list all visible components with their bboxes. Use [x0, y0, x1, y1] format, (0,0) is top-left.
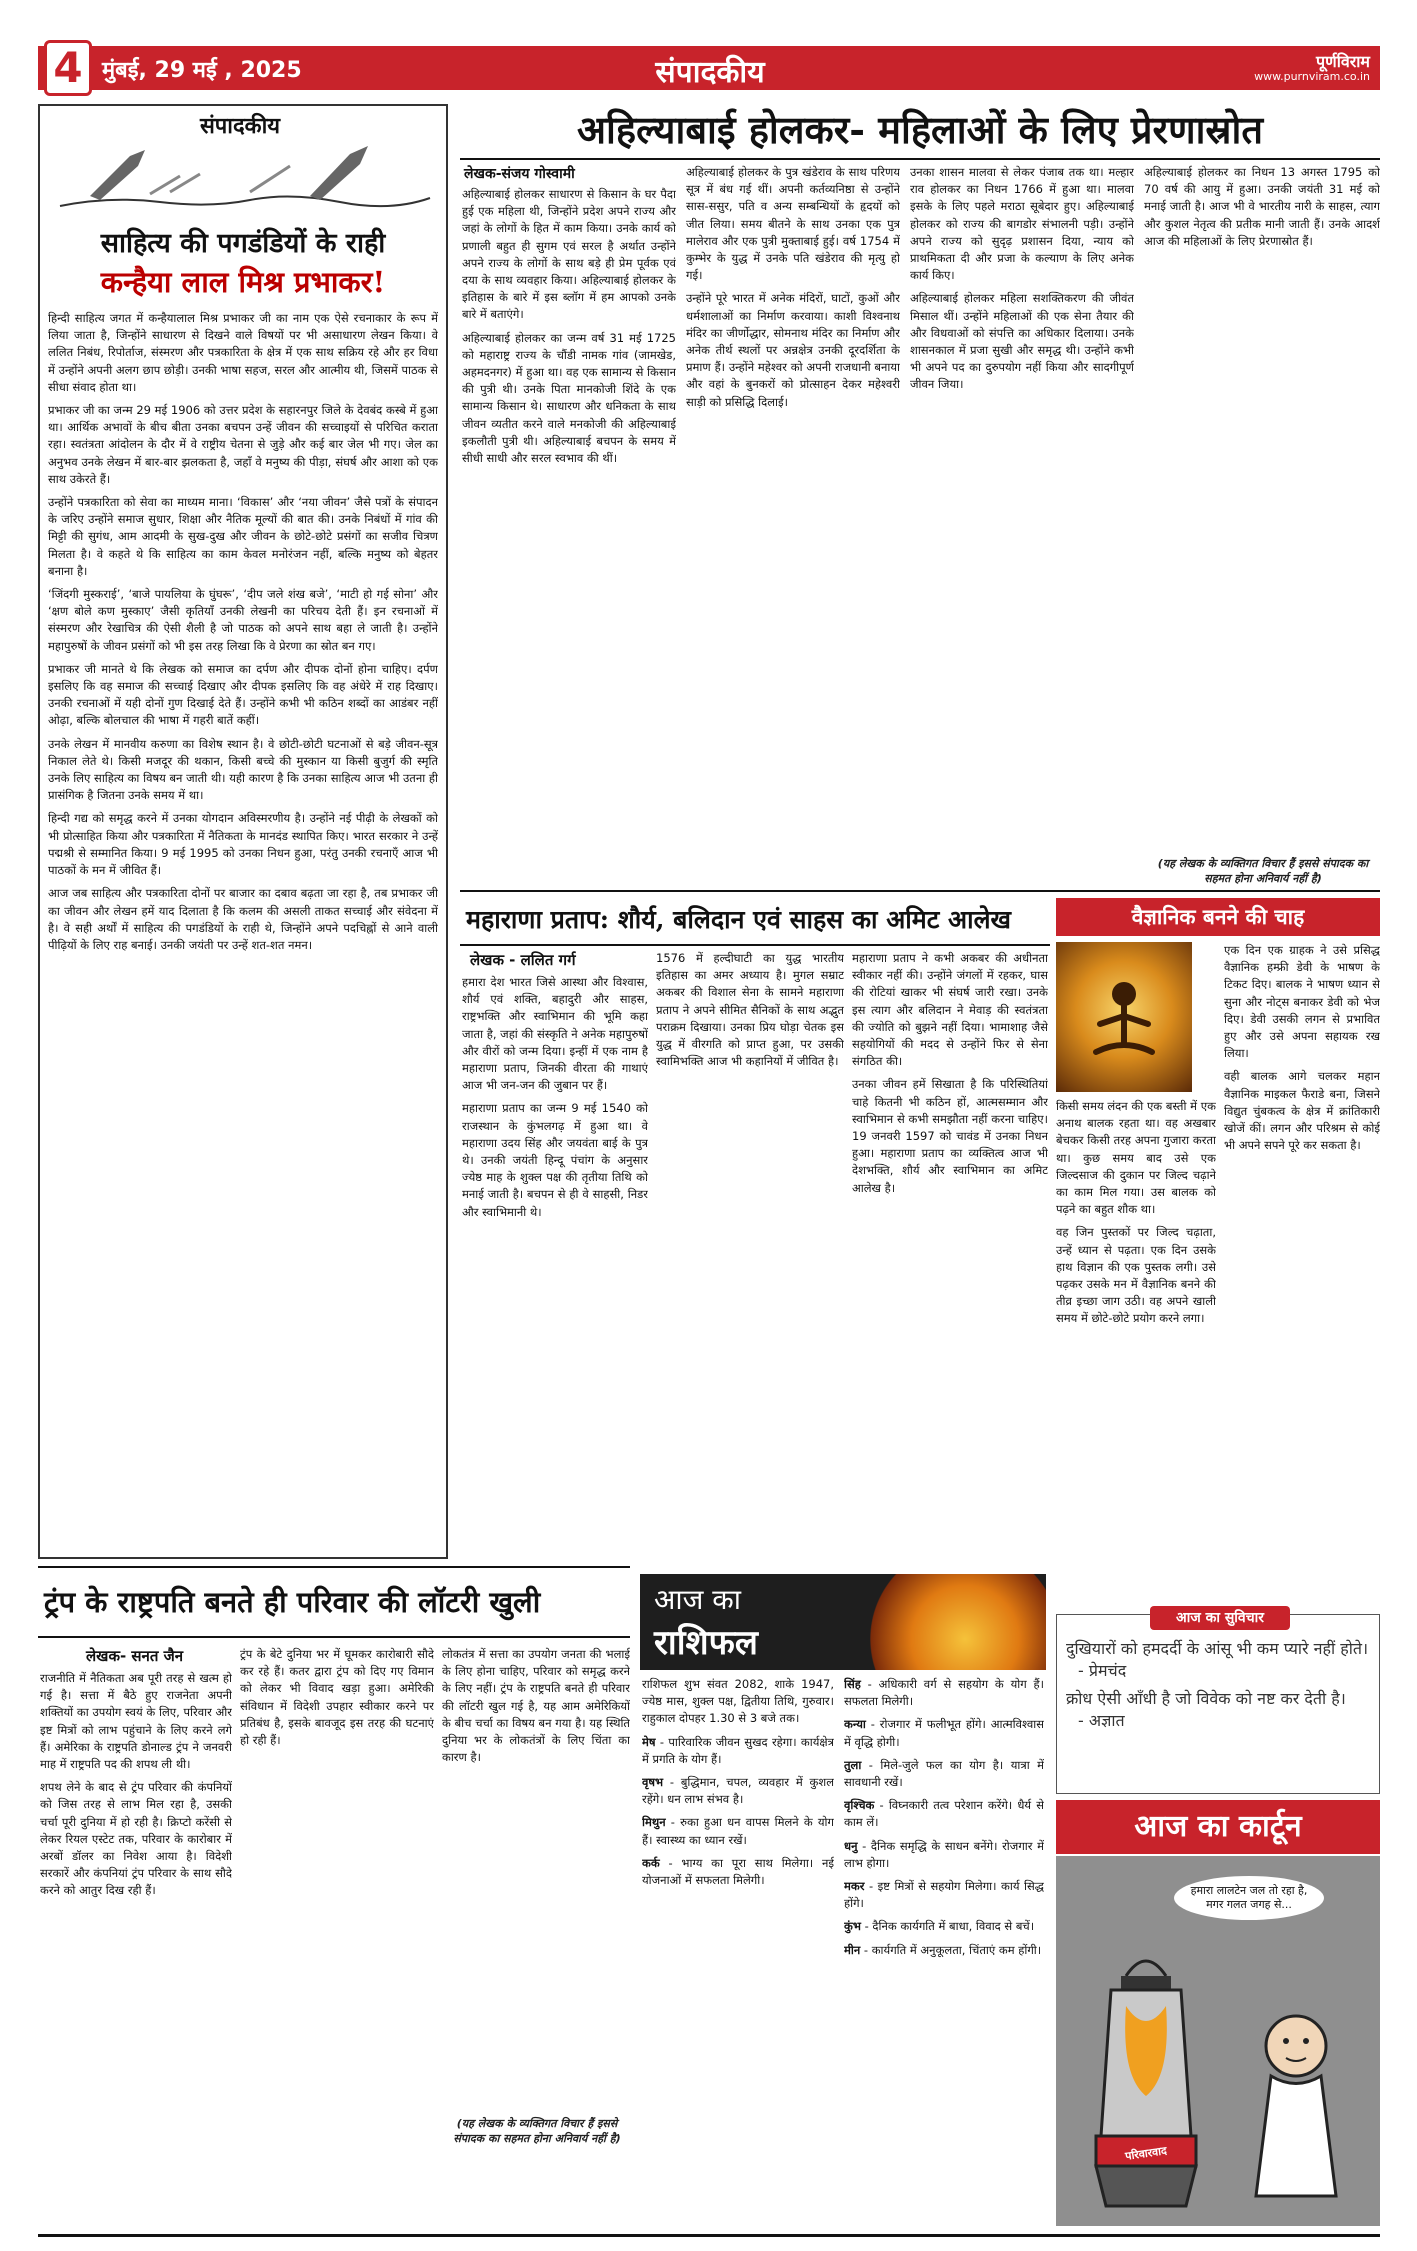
- cartoon-panel: [1056, 1856, 1380, 2226]
- rashifal-item: मिथुन - रुका हुआ धन वापस मिलने के योग हैं। स्वास्थ्य का ध्यान रखें।: [642, 1815, 834, 1847]
- meditation-image: [1056, 942, 1192, 1092]
- science-col-1: [1056, 1098, 1216, 1588]
- ahilya-col-3: [910, 164, 1134, 886]
- trump-col-2: [240, 1646, 434, 2220]
- rashifal-col-1: [642, 1676, 834, 2226]
- science-header: वैज्ञानिक बनने की चाह: [1056, 898, 1380, 936]
- paragraph: अहिल्याबाई होलकर के पुत्र खंडेराव के साथ परिणय सूत्र में बंध गई थीं। अपनी कर्तव्यनिष्ठा से उन्होंने सास-ससुर, पति व अन्य सम्बन्धियों के हृदयों को जीत लिया। समय बीतने के साथ उनका एक पुत्र मालेराव और एक पुत्री मुक्ताबाई हुई। वर्ष 1754 में कुम्भेर के युद्ध में उनके पति खंडेराव की मृत्यु हो गई।: [686, 165, 900, 283]
- author-1: - प्रेमचंद: [1078, 1661, 1127, 1680]
- rashifal-item: वृषभ - बुद्धिमान, चपल, व्यवहार में कुशल रहेंगे। धन लाभ संभव है।: [642, 1775, 834, 1807]
- rashifal-item: मीन - कार्यगति में अनुकूलता, चिंताएं कम होंगी।: [844, 1942, 1042, 1957]
- speech-bubble: हमारा लालटेन जल तो रहा है, मगर गलत जगह से...: [1174, 1876, 1324, 1920]
- page-number: 4: [44, 40, 92, 96]
- pratap-col-1: [462, 974, 648, 1594]
- paragraph: 1576 में हल्दीघाटी का युद्ध भारतीय इतिहास का अमर अध्याय है। मुगल सम्राट अकबर की विशाल सेना के सामने महाराणा प्रताप ने अपने सीमित सैनिकों के साथ अद्भुत पराक्रम दिखाया। उनका प्रिय घोड़ा चेतक इस युद्ध में वीरगति को प्राप्त हुआ, पर उसकी स्वामिभक्ति आज भी कहानियों में जीवित है।: [656, 951, 844, 1069]
- paragraph: प्रभाकर जी मानते थे कि लेखक को समाज का दर्पण और दीपक दोनों होना चाहिए। दर्पण इसलिए कि वह समाज की सच्चाई दिखाए और दीपक इसलिए कि वह अंधेरे में राह दिखाए। उनकी रचनाओं में यही दोनों गुण दिखाई देते हैं। उन्होंने कभी भी कठिन शब्दों का आडंबर नहीं ओढ़ा, बल्कि बोलचाल की भाषा में गहरी बातें कहीं।: [48, 661, 438, 728]
- ahilya-note: (यह लेखक के व्यक्तिगत विचार हैं इससे संपादक का सहमत होना अनिवार्य नहीं है): [1157, 857, 1369, 885]
- paragraph: उनका शासन मालवा से लेकर पंजाब तक था। मल्हार राव होलकर का निधन 1766 में हुआ था। मालवा इसके के लिए पहले मराठा सूबेदार हुए। अहिल्याबाई होलकर को राज्य की बागडोर संभालनी पड़ी। उन्होंने अपने राज्य को सुदृढ़ प्रशासन दिया, न्याय को प्राथमिकता दी और प्रजा के कल्याण के लिए अनेक कार्य किए।: [910, 165, 1134, 283]
- paragraph: ट्रंप के बेटे दुनिया भर में घूमकर कारोबारी सौदे कर रहे हैं। कतर द्वारा ट्रंप को दिए गए विमान को लेकर भी विवाद खड़ा हुआ। अमेरिकी संविधान में विदेशी उपहार स्वीकार करने पर प्रतिबंध है, इसके बावजूद इस तरह की घटनाएं हो रही हैं।: [240, 1647, 434, 1748]
- date-line: मुंबई, 29 मई , 2025: [102, 58, 302, 83]
- rashifal-item: मकर - इष्ट मित्रों से सहयोग मिलेगा। कार्य सिद्ध होंगे।: [844, 1879, 1044, 1911]
- ahilya-col-4: [1144, 164, 1380, 854]
- paragraph: उनका जीवन हमें सिखाता है कि परिस्थितियां चाहे कितनी भी कठिन हों, आत्मसम्मान और स्वाभिमान से कभी समझौता नहीं करना चाहिए। 19 जनवरी 1597 को चावंड में उनका निधन हुआ। महाराणा प्रताप का व्यक्तित्व आज भी देशभक्ति, शौर्य और स्वाभिमान का अमिट आलेख है।: [852, 1077, 1048, 1195]
- paragraph: उन्होंने पूरे भारत में अनेक मंदिरों, घाटों, कुओं और धर्मशालाओं का निर्माण करवाया। काशी विश्वनाथ मंदिर का जीर्णोद्धार, सोमनाथ मंदिर का निर्माण और अनेक तीर्थ स्थलों पर अन्नक्षेत्र उनकी दूरदर्शिता के प्रमाण हैं। उन्होंने महेश्वर को अपनी राजधानी बनाया और वहां के बुनकरों को प्रोत्साहन देकर महेश्वरी साड़ी को प्रसिद्धि दिलाई।: [686, 291, 900, 409]
- lantern-label: परिवारवाद: [1124, 2144, 1168, 2163]
- paragraph: हिन्दी गद्य को समृद्ध करने में उनका योगदान अविस्मरणीय है। उन्होंने नई पीढ़ी के लेखकों को भी प्रोत्साहित किया और पत्रकारिता में नैतिकता के मानदंड स्थापित किए। भारत सरकार ने उन्हें पद्मश्री से सम्मानित किया। 9 मई 1995 को उनका निधन हुआ, परंतु उनकी रचनाएँ आज भी पाठकों के मन में जीवित हैं।: [48, 811, 438, 878]
- trump-headline: ट्रंप के राष्ट्रपति बनते ही परिवार की लॉटरी खुली: [44, 1585, 541, 1619]
- cartoon-header: आज का कार्टून: [1056, 1800, 1380, 1854]
- paragraph: उनके लेखन में मानवीय करुणा का विशेष स्थान है। वे छोटी-छोटी घटनाओं से बड़े जीवन-सूत्र निकाल लेते थे। किसी मजदूर की थकान, किसी बच्चे की मुस्कान या किसी बुजुर्ग की स्मृति उनके लिए साहित्य का विषय बन जाती थी। यही कारण है कि उनका साहित्य आज भी उतना ही प्रासंगिक है जितना उनके समय में था।: [48, 736, 438, 803]
- divider: [460, 890, 1380, 892]
- author-2: - अज्ञात: [1078, 1711, 1125, 1730]
- divider: [38, 1566, 630, 1568]
- paragraph: महाराणा प्रताप का जन्म 9 मई 1540 को राजस्थान के कुंभलगढ़ में हुआ था। वे महाराणा उदय सिंह और जयवंता बाई के पुत्र थे। उनकी जयंती हिन्दू पंचांग के अनुसार ज्येष्ठ माह के शुक्ल पक्ष की तृतीया तिथि को मनाई जाती है। बचपन से ही वे साहसी, निडर और स्वाभिमानी थे।: [462, 1101, 648, 1219]
- paragraph: लोकतंत्र में सत्ता का उपयोग जनता की भलाई के लिए होना चाहिए, परिवार को समृद्ध करने के लिए नहीं। ट्रंप के राष्ट्रपति बनते ही परिवार की लॉटरी खुल गई है, यह आम अमेरिकियों के बीच चर्चा का विषय बन गया है। यह स्थिति दुनिया भर के लोकतंत्रों के लिए चिंता का कारण है।: [442, 1647, 630, 1765]
- page-bottom-rule: [38, 2234, 1380, 2237]
- pratap-byline: लेखक - ललित गर्ग: [470, 951, 576, 969]
- paper-name: पूर्णविराम: [1316, 52, 1370, 71]
- trump-byline: लेखक- सनत जैन: [86, 1647, 184, 1665]
- ahilya-col-1: [462, 186, 676, 886]
- divider: [460, 944, 1050, 946]
- paragraph: ‘जिंदगी मुस्कराई’, ‘बाजे पायलिया के घुंघरू’, ‘दीप जले शंख बजे’, ‘माटी हो गई सोना’ और ‘क्षण बोले कण मुस्काए’ जैसी कृतियाँ उनकी लेखनी का परिचय देती हैं। इन रचनाओं में संस्मरण और रेखाचित्र की ऐसी शैली है जो पाठक को अपने साथ बहा ले जाती है। उन्होंने महापुरुषों के जीवन प्रसंगों को भी इस तरह लिखा कि वे प्रेरणा का स्रोत बन गए।: [48, 587, 438, 653]
- paragraph: अहिल्याबाई होलकर महिला सशक्तिकरण की जीवंत मिसाल थीं। उन्होंने महिलाओं की एक सेना तैयार की और विधवाओं को संपत्ति का अधिकार दिलाया। उनके शासनकाल में प्रजा सुखी और समृद्ध थी। उन्होंने कभी भी अपने पद का दुरुपयोग नहीं किया और सादगीपूर्ण जीवन जिया।: [910, 291, 1134, 392]
- pratap-col-3: [852, 950, 1048, 1594]
- rashifal-item: कुंभ - दैनिक कार्यगति में बाधा, विवाद से बचें।: [844, 1919, 1035, 1934]
- rashifal-intro: राशिफल शुभ संवत 2082, शाके 1947, ज्येष्ठ मास, शुक्ल पक्ष, द्वितीया तिथि, गुरुवार। राहुकाल दोपहर 1.30 से 3 बजे तक।: [642, 1677, 834, 1726]
- paragraph: राजनीति में नैतिकता अब पूरी तरह से खत्म हो गई है। सत्ता में बैठे हुए राजनेता अपनी शक्तियों का उपयोग स्वयं के लिए, परिवार और इष्ट मित्रों को लाभ पहुंचाने के लिए करने लगे हैं। अमेरिका के राष्ट्रपति डोनाल्ड ट्रंप ने जनवरी माह में राष्ट्रपति पद की शपथ ली थी।: [40, 1671, 232, 1772]
- rashifal-item: वृश्चिक - विघ्नकारी तत्व परेशान करेंगे। धैर्य से काम लें।: [844, 1798, 1044, 1830]
- rashifal-item: तुला - मिले-जुले फल का योग है। यात्रा में सावधानी रखें।: [844, 1757, 1044, 1790]
- rashifal-item: कर्क - भाग्य का पूरा साथ मिलेगा। नई योजनाओं में सफलता मिलेगी।: [642, 1855, 834, 1888]
- editorial-headline: साहित्य की पगडंडियों के राही कन्हैया लाल मिश्र प्रभाकर!: [100, 228, 386, 299]
- rashifal-item: सिंह - अधिकारी वर्ग से सहयोग के योग हैं। सफलता मिलेगी।: [844, 1677, 1044, 1709]
- rashifal-item: धनु - दैनिक समृद्धि के साधन बनेंगे। रोजगार में लाभ होगा।: [844, 1838, 1044, 1870]
- trump-note: (यह लेखक के व्यक्तिगत विचार हैं इससे संपादक का सहमत होना अनिवार्य नहीं है): [453, 2117, 621, 2145]
- quote-2: क्रोध ऐसी आँधी है जो विवेक को नष्ट कर देती है।: [1066, 1689, 1346, 1708]
- section-title: संपादकीय: [655, 55, 765, 90]
- ahilya-headline: अहिल्याबाई होलकर- महिलाओं के लिए प्रेरणास्रोत: [577, 107, 1263, 152]
- science-col-2: [1224, 942, 1380, 1592]
- paragraph: अहिल्याबाई होलकर का निधन 13 अगस्त 1795 को 70 वर्ष की आयु में हुआ। उनकी जयंती 31 मई को मनाई जाती है। आज भी वे भारतीय नारी के साहस, त्याग और कुशल नेतृत्व की प्रतीक मानी जाती हैं। उनके आदर्श आज की महिलाओं के लिए प्रेरणास्रोत हैं।: [1144, 165, 1380, 248]
- paragraph: महाराणा प्रताप ने कभी अकबर की अधीनता स्वीकार नहीं की। उन्होंने जंगलों में रहकर, घास की रोटियां खाकर भी संघर्ष जारी रखा। उनके इस त्याग और बलिदान ने मेवाड़ की स्वतंत्रता की ज्योति को बुझने नहीं दिया। भामाशाह जैसे सहयोगियों की मदद से उन्होंने फिर से सेना संगठित की।: [852, 951, 1048, 1069]
- thought-content: [1066, 1638, 1372, 1732]
- divider: [460, 158, 1380, 160]
- paragraph: आज जब साहित्य और पत्रकारिता दोनों पर बाजार का दबाव बढ़ता जा रहा है, तब प्रभाकर जी का जीवन और लेखन हमें याद दिलाता है कि कलम की असली ताकत सच्चाई और संवेदना में है। वे सही अर्थों में साहित्य की पगडंडियों के राही थे, जिन्होंने अपने पदचिह्नों से आने वाली पीढ़ियों के लिए राह बनाई। उनकी जयंती पर उन्हें शत-शत नमन।: [48, 886, 438, 952]
- paragraph: किसी समय लंदन की एक बस्ती में एक अनाथ बालक रहता था। वह अखबार बेचकर किसी तरह अपना गुजारा करता था। कुछ समय बाद उसे एक जिल्दसाज की दुकान पर जिल्द चढ़ाने का काम मिल गया। उस बालक को पढ़ने का बहुत शौक था।: [1056, 1099, 1216, 1217]
- editorial-badge: संपादकीय: [199, 113, 281, 139]
- paragraph: वह जिन पुस्तकों पर जिल्द चढ़ाता, उन्हें ध्यान से पढ़ता। एक दिन उसके हाथ विज्ञान की एक पुस्तक लगी। उसे पढ़कर उसके मन में वैज्ञानिक बनने की तीव्र इच्छा जाग उठी। वह अपने खाली समय में छोटे-छोटे प्रयोग करने लगा।: [1056, 1225, 1216, 1326]
- ahilya-byline: लेखक-संजय गोस्वामी: [464, 166, 575, 182]
- paragraph: एक दिन एक ग्राहक ने उसे प्रसिद्ध वैज्ञानिक हम्फ्री डेवी के भाषण के टिकट दिए। बालक ने भाषण ध्यान से सुना और नोट्स बनाकर डेवी को भेज दिए। डेवी उसकी लगन से प्रभावित हुए और उसे अपना सहायक रख लिया।: [1224, 943, 1380, 1061]
- rashifal-col-2: [844, 1676, 1044, 2226]
- paragraph: उन्होंने पत्रकारिता को सेवा का माध्यम माना। ‘विकास’ और ‘नया जीवन’ जैसे पत्रों के संपादन के जरिए उन्होंने समाज सुधार, शिक्षा और नैतिक मूल्यों की बात की। उनके निबंधों में गांव की मिट्टी की सुगंध, आम आदमी के सुख-दुख और जीवन के छोटे-छोटे प्रसंगों का सजीव चित्रण मिलता है। वे कहते थे कि साहित्य का काम केवल मनोरंजन नहीं, बल्कि मनुष्य को बेहतर बनाना है।: [48, 495, 438, 578]
- zodiac-wheel: [870, 1574, 1046, 1670]
- paragraph: वही बालक आगे चलकर महान वैज्ञानिक माइकल फैराडे बना, जिसने विद्युत चुंबकत्व के क्षेत्र में क्रांतिकारी खोजें कीं। लगन और परिश्रम से कोई भी अपने सपने पूरे कर सकता है।: [1224, 1069, 1380, 1153]
- trump-col-1: [40, 1670, 232, 2220]
- ahilya-col-2: [686, 164, 900, 886]
- pratap-col-2: [656, 950, 844, 1594]
- website[interactable]: www.purnviram.co.in: [1254, 70, 1370, 83]
- paragraph: हिन्दी साहित्य जगत में कन्हैयालाल मिश्र प्रभाकर जी का नाम एक ऐसे रचनाकार के रूप में लिया जाता है, जिन्होंने साधारण से दिखने वाले विषयों पर भी असाधारण लेखन किया। वे ललित निबंध, रिपोर्ताज, संस्मरण और पत्रकारिता के क्षेत्र में एक साथ सक्रिय रहे और हर विधा में उन्होंने अपनी अलग छाप छोड़ी। उनकी भाषा सहज, सरल और आत्मीय थी, जिसमें पाठक से सीधा संवाद होता था।: [48, 311, 438, 394]
- paragraph: अहिल्याबाई होलकर साधारण से किसान के घर पैदा हुई एक महिला थी, जिन्होंने प्रदेश अपने राज्य और जहां के लोगों के हित में काम किया। उनके कार्य को प्रणाली बहुत ही सुगम एवं सरल है अर्थात उन्होंने अपने राज्य के लोगों के साथ बड़े ही प्रेम पूर्वक एवं दया के साथ व्यवहार किया। अहिल्याबाई होलकर के इतिहास के बारे में इस ब्लॉग में हम आपको उनके बारे में बताएंगे।: [462, 187, 676, 322]
- editorial-body: [48, 310, 438, 1550]
- paragraph: हमारा देश भारत जिसे आस्था और विश्वास, शौर्य एवं शक्ति, बहादुरी और साहस, राष्ट्रभक्ति और स्वाभिमान की भूमि कहा जाता है, जहां की संस्कृति ने अनेक महापुरुषों और वीरों को जन्म दिया। इन्हीं में एक नाम है महाराणा प्रताप, जिनकी वीरता की गाथाएं आज भी जन-जन की जुबान पर हैं।: [462, 975, 648, 1093]
- quote-1: दुखियारों को हमदर्दी के आंसू भी कम प्यारे नहीं होते।: [1066, 1639, 1369, 1658]
- lantern-drawing: [1066, 1916, 1366, 2216]
- rashifal-banner: आज का राशिफल: [640, 1574, 1046, 1670]
- thought-heading: आज का सुविचार: [1150, 1606, 1290, 1630]
- paragraph: प्रभाकर जी का जन्म 29 मई 1906 को उत्तर प्रदेश के सहारनपुर जिले के देवबंद कस्बे में हुआ था। आर्थिक अभावों के बीच बीता उनका बचपन उन्हें जीवन की सच्चाइयों से परिचित कराता रहा। स्वतंत्रता आंदोलन के दौर में वे राष्ट्रीय चेतना से जुड़े और कई बार जेल भी गए। जेल का अनुभव उनके लेखन में बार-बार झलकता है, जहाँ वे मनुष्य की पीड़ा, संघर्ष और आशा को एक साथ उकेरते हैं।: [48, 403, 438, 486]
- paragraph: शपथ लेने के बाद से ट्रंप परिवार की कंपनियों को जिस तरह से लाभ मिल रहा है, उसकी चर्चा पूरी दुनिया में हो रही है। क्रिप्टो करेंसी से लेकर रियल एस्टेट तक, परिवार के कारोबार में अरबों डॉलर का निवेश आया है। विदेशी सरकारें और कंपनियां ट्रंप परिवार के साथ सौदे करने को आतुर दिख रही हैं।: [40, 1780, 232, 1898]
- rashifal-item: मेष - पारिवारिक जीवन सुखद रहेगा। कार्यक्षेत्र में प्रगति के योग हैं।: [642, 1734, 834, 1766]
- divider: [38, 1636, 630, 1638]
- rashifal-item: कन्या - रोजगार में फलीभूत होंगे। आत्मविश्वास में वृद्धि होगी।: [844, 1717, 1044, 1749]
- quill-illustration: [50, 136, 440, 222]
- trump-col-3: [442, 1646, 630, 2106]
- paragraph: अहिल्याबाई होलकर का जन्म वर्ष 31 मई 1725 को महाराष्ट्र राज्य के चौंडी नामक गांव (जामखेड, अहमदनगर) में हुआ था। वह एक सामान्य से किसान की पुत्री थी। उनके पिता मानकोजी शिंदे के एक सामान्य किसान थे। साधारण और धनिकता के साथ जीवन व्यतीत करने वाले मनकोजी की अहिल्याबाई इकलौती पुत्री थी। अहिल्याबाई बचपन के समय में सीधी साधी और सरल स्वभाव की थीं।: [462, 330, 676, 466]
- pratap-headline: महाराणा प्रताप: शौर्य, बलिदान एवं साहस का अमिट आलेख: [466, 905, 1011, 934]
